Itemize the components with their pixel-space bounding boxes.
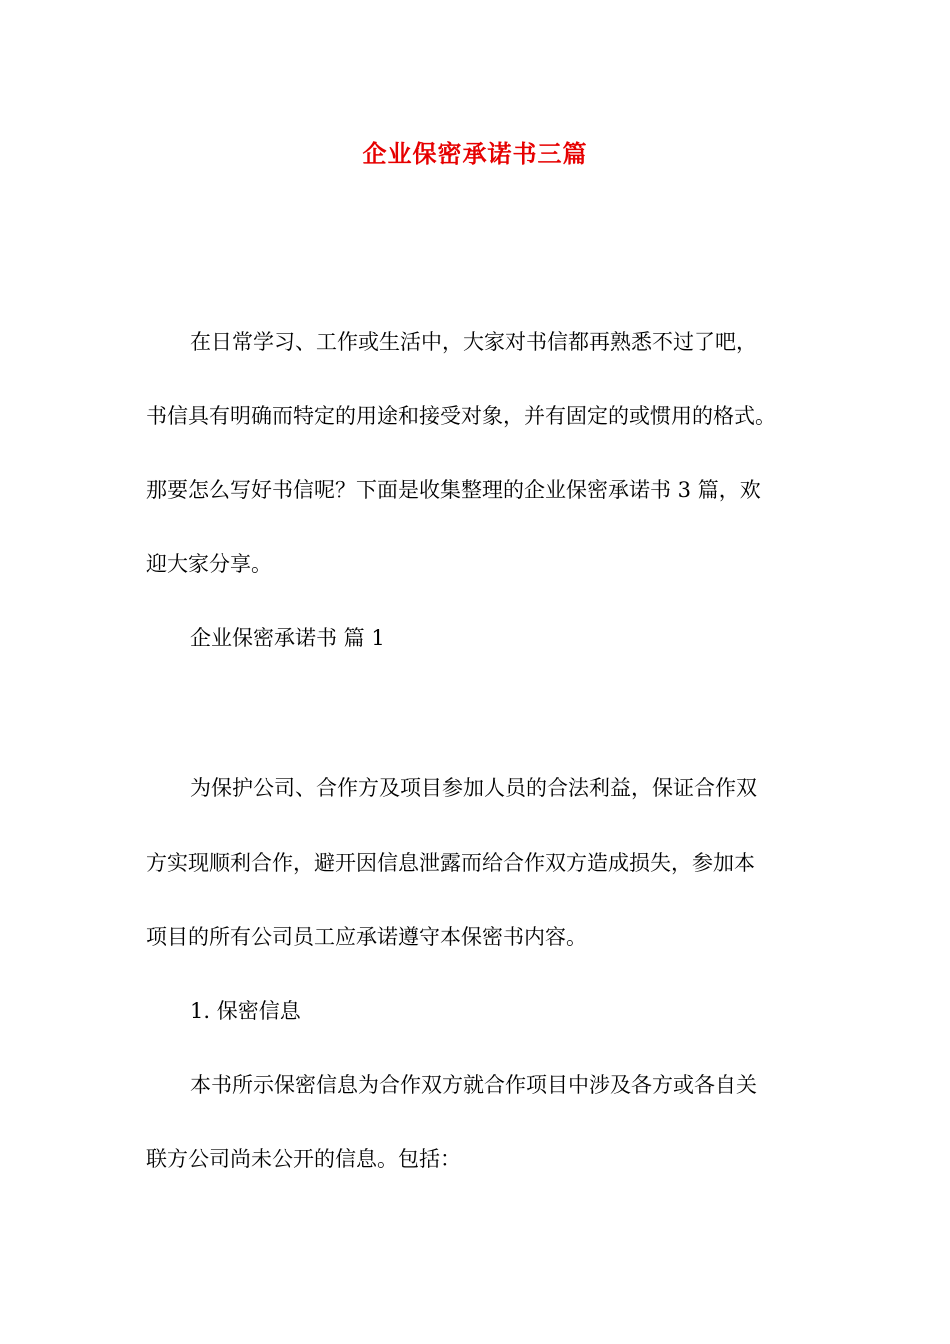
intro-line-4: 迎大家分享。 [146, 552, 272, 576]
intro-line-1: 在日常学习、工作或生活中，大家对书信都再熟悉不过了吧， [190, 330, 757, 354]
purpose-line-2: 方实现顺利合作，避开因信息泄露而给合作双方造成损失，参加本 [146, 851, 755, 875]
intro-line-2: 书信具有明确而特定的用途和接受对象，并有固定的或惯用的格式。 [146, 404, 776, 428]
definition-line-1: 本书所示保密信息为合作双方就合作项目中涉及各方或各自关 [190, 1073, 757, 1097]
purpose-line-1: 为保护公司、合作方及项目参加人员的合法利益，保证合作双 [190, 776, 757, 800]
section-heading: 企业保密承诺书 篇 1 [190, 626, 385, 650]
definition-line-2: 联方公司尚未公开的信息。包括： [146, 1147, 461, 1171]
intro-line-3: 那要怎么写好书信呢？下面是收集整理的企业保密承诺书 3 篇，欢 [146, 478, 761, 502]
document-title: 企业保密承诺书三篇 [362, 139, 588, 168]
item-heading: 1. 保密信息 [190, 999, 301, 1023]
purpose-line-3: 项目的所有公司员工应承诺遵守本保密书内容。 [146, 925, 587, 949]
